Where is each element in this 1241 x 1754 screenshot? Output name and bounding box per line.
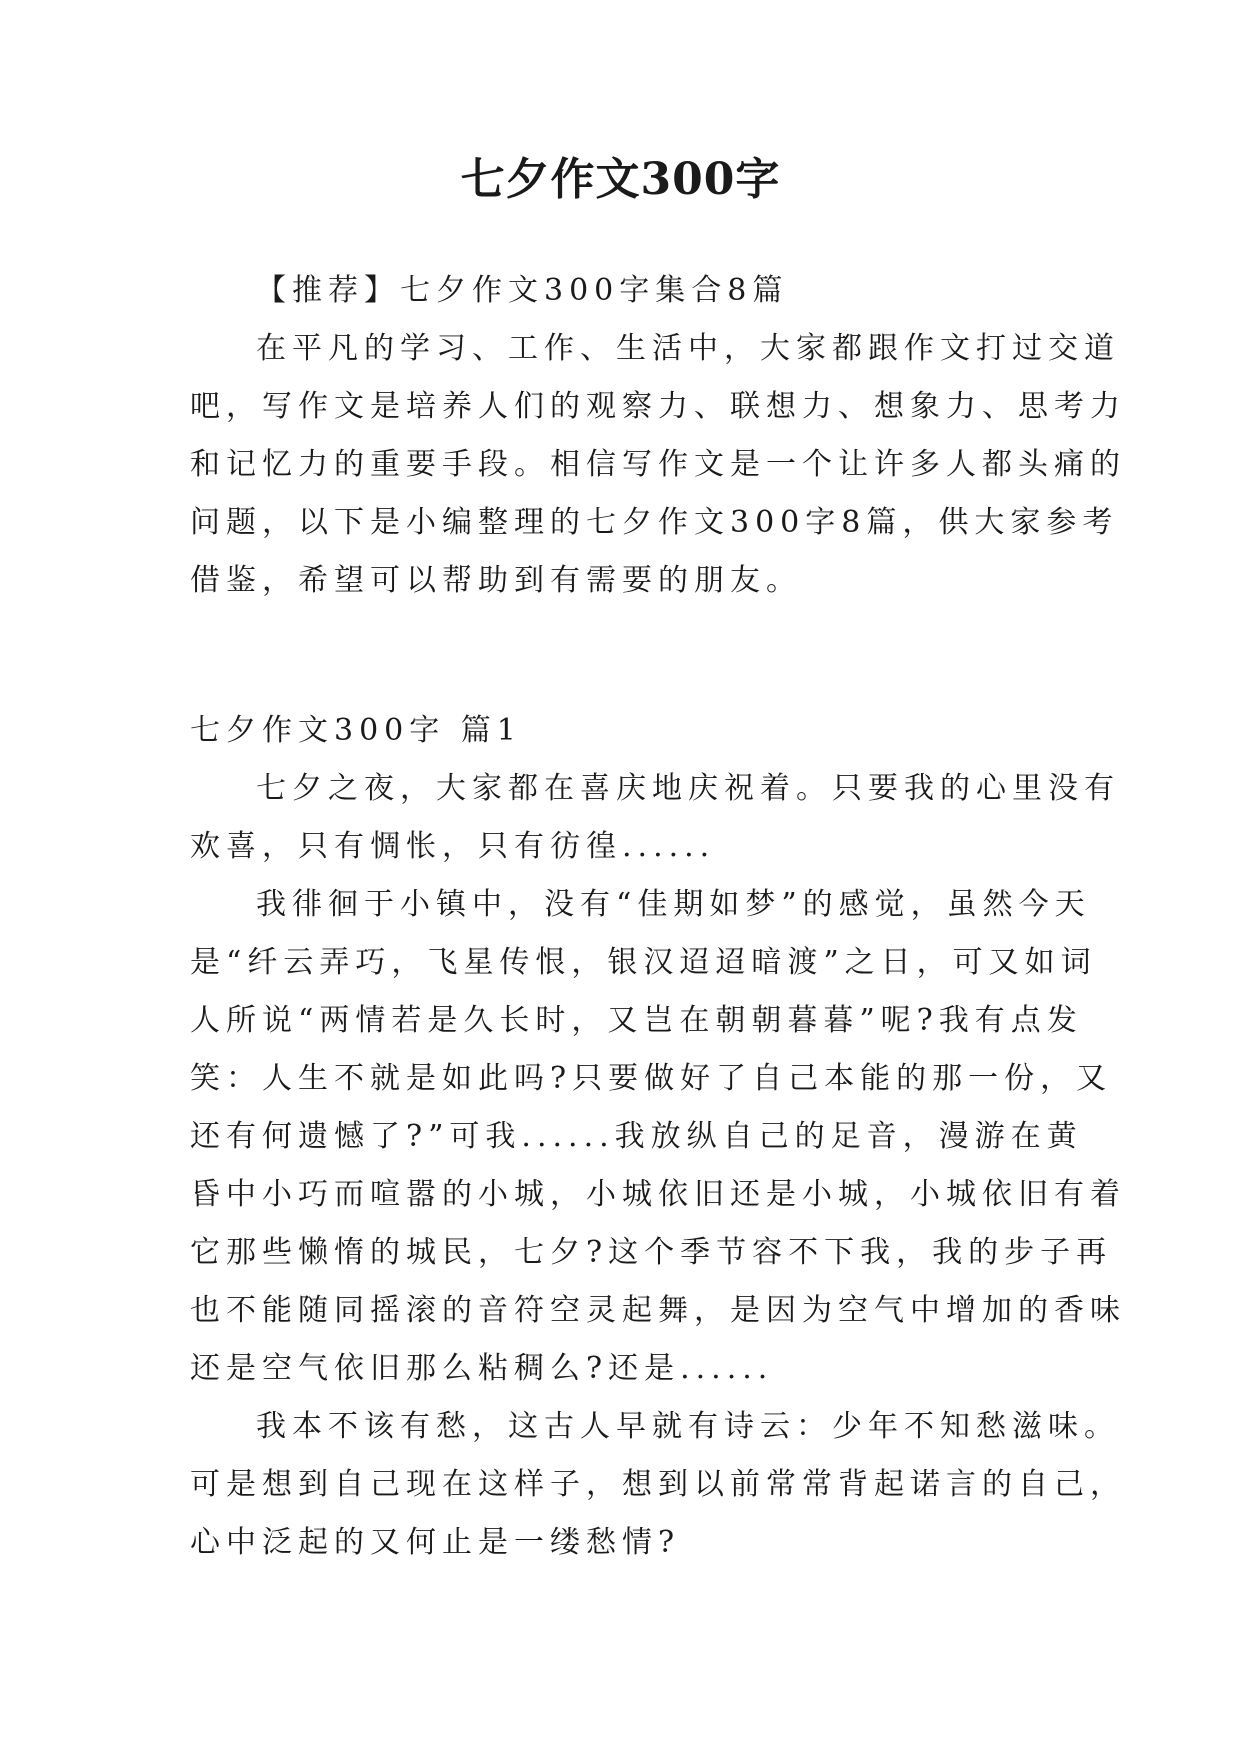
paragraph-line: 欢喜，只有惆怅，只有彷徨...... [190,829,716,864]
intro-line: 借鉴，希望可以帮助到有需要的朋友。 [190,563,802,598]
intro-line: 在平凡的学习、工作、生活中，大家都跟作文打过交道 [256,331,1120,366]
paragraph-line: 还有何遗憾了?”可我......我放纵自己的足音，漫游在黄 [190,1119,1083,1154]
section-1 [190,702,1126,1572]
paragraph-line: 笑：人生不就是如此吗?只要做好了自己本能的那一份，又 [190,1061,1113,1096]
paragraph-line: 是“纤云弄巧，飞星传恨，银汉迢迢暗渡”之日，可又如词 [190,945,1097,980]
intro-line: 吧，写作文是培养人们的观察力、联想力、想象力、思考力 [190,389,1126,424]
paragraph-line: 我本不该有愁，这古人早就有诗云：少年不知愁滋味。 [256,1409,1120,1444]
paragraph-line: 昏中小巧而喧嚣的小城，小城依旧还是小城，小城依旧有着 [190,1177,1126,1212]
page-title: 七夕作文300字 [460,154,781,205]
paragraph-line: 它那些懒惰的城民，七夕?这个季节容不下我，我的步子再 [190,1235,1113,1270]
paragraph-line: 人所说“两情若是久长时，又岂在朝朝暮暮”呢?我有点发 [190,1003,1083,1038]
paragraph-line: 可是想到自己现在这样子，想到以前常常背起诺言的自己， [190,1467,1126,1502]
intro-block [190,262,1126,610]
paragraph-line: 还是空气依旧那么粘稠么?还是...... [190,1351,774,1386]
paragraph-line: 七夕之夜，大家都在喜庆地庆祝着。只要我的心里没有 [256,771,1120,806]
intro-heading: 【推荐】七夕作文300字集合8篇 [256,273,789,308]
intro-line: 问题，以下是小编整理的七夕作文300字8篇，供大家参考 [190,505,1119,540]
intro-line: 和记忆力的重要手段。相信写作文是一个让许多人都头痛的 [190,447,1126,482]
paragraph-line: 我徘徊于小镇中，没有“佳期如梦”的感觉，虽然今天 [256,887,1091,922]
paragraph-line: 心中泛起的又何止是一缕愁情? [190,1525,681,1560]
paragraph-line: 也不能随同摇滚的音符空灵起舞，是因为空气中增加的香味 [190,1293,1126,1328]
section-heading: 七夕作文300字 篇1 [190,713,522,748]
